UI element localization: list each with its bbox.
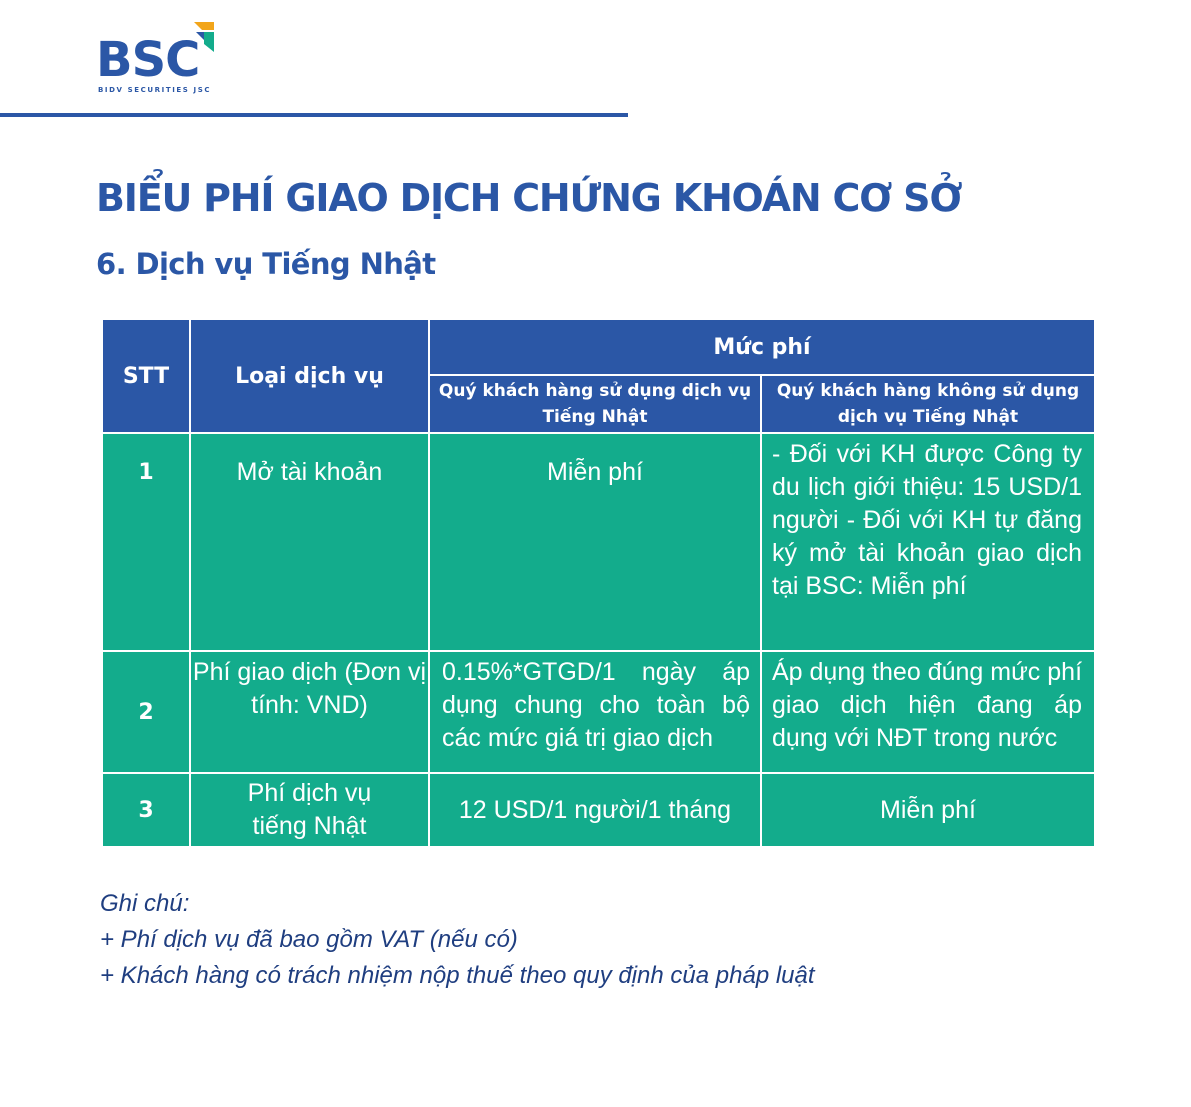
logo-subtext: BIDV SECURITIES JSC <box>98 86 212 94</box>
note-item: + Phí dịch vụ đã bao gồm VAT (nếu có) <box>100 926 518 953</box>
notes-heading: Ghi chú: <box>100 890 190 917</box>
row-1-using-fee: Miễn phí <box>429 433 761 651</box>
row-3-not-using-fee: Miễn phí <box>761 773 1095 847</box>
table-row <box>102 433 1095 651</box>
row-2-stt: 2 <box>102 651 190 773</box>
notes <box>100 886 815 994</box>
page-title: BIỂU PHÍ GIAO DỊCH CHỨNG KHOÁN CƠ SỞ <box>96 176 962 220</box>
row-3-using-fee: 12 USD/1 người/1 tháng <box>429 773 761 847</box>
table-row <box>102 773 1095 847</box>
logo-mark-icon <box>192 22 214 52</box>
row-1-service: Mở tài khoản <box>190 433 429 651</box>
row-3-service: Phí dịch vụ tiếng Nhật <box>190 773 429 847</box>
bsc-logo <box>96 22 226 100</box>
fee-table <box>101 318 1096 848</box>
row-1-stt: 1 <box>102 433 190 651</box>
header-divider <box>0 113 628 117</box>
row-2-not-using-fee: Áp dụng theo đúng mức phí giao dịch hiện đang áp dụng với NĐT trong nước <box>761 651 1095 773</box>
table-row <box>102 651 1095 773</box>
row-2-service: Phí giao dịch (Đơn vị tính: VND) <box>190 651 429 773</box>
section-title: 6. Dịch vụ Tiếng Nhật <box>96 247 436 281</box>
row-2-using-fee: 0.15%*GTGD/1 ngày áp dụng chung cho toàn bộ các mức giá trị giao dịch <box>429 651 761 773</box>
header-using-service: Quý khách hàng sử dụng dịch vụ Tiếng Nhật <box>429 375 761 433</box>
row-3-stt: 3 <box>102 773 190 847</box>
header-service-type: Loại dịch vụ <box>190 319 429 433</box>
logo-text: BSC <box>96 32 200 88</box>
note-item: + Khách hàng có trách nhiệm nộp thuế theo quy định của pháp luật <box>100 962 815 989</box>
header-fee: Mức phí <box>429 319 1095 375</box>
header-stt: STT <box>102 319 190 433</box>
row-1-not-using-fee: - Đối với KH được Công ty du lịch giới thiệu: 15 USD/1 người - Đối với KH tự đăng ký mở tài khoản giao dịch tại BSC: Miễn phí <box>761 433 1095 651</box>
header-not-using-service: Quý khách hàng không sử dụng dịch vụ Tiếng Nhật <box>761 375 1095 433</box>
